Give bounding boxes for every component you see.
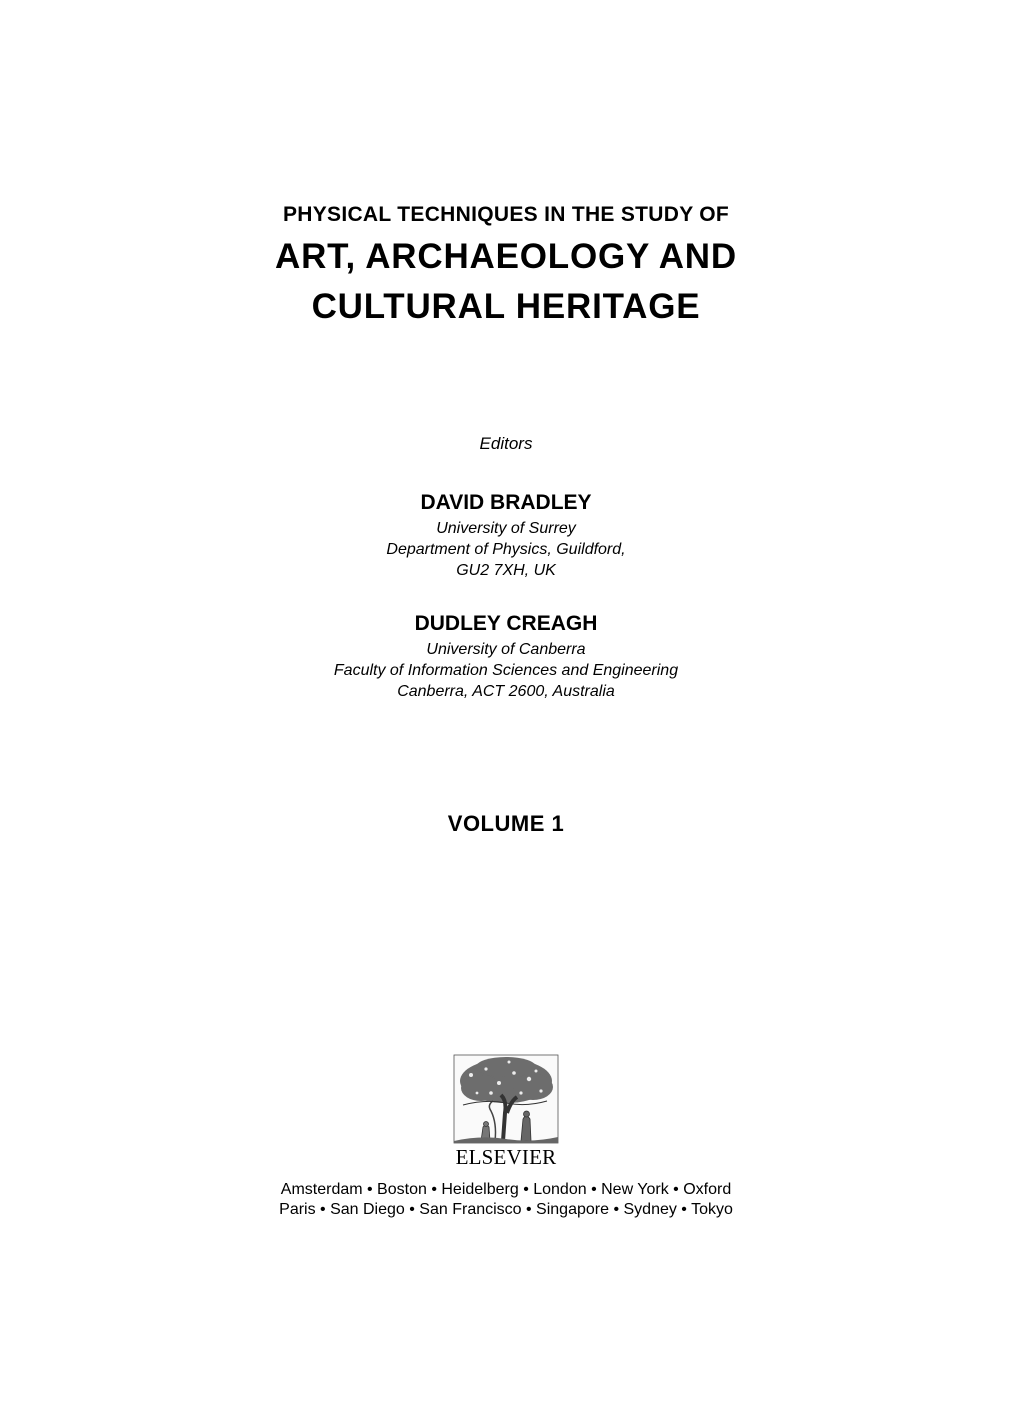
editors-label: Editors [479,434,533,453]
editor-name-1: DAVID BRADLEY [420,491,592,514]
elsevier-wordmark: ELSEVIER [455,1145,557,1169]
affiliation-line: University of Canberra [426,641,586,658]
title-pretitle: PHYSICAL TECHNIQUES IN THE STUDY OF [282,203,730,226]
affiliation-line: University of Surrey [436,520,576,537]
editor-affiliation-1 [0,518,1012,581]
affiliation-line: Faculty of Information Sciences and Engineering [333,662,679,679]
affiliation-line: Department of Physics, Guildford, [386,541,626,558]
editor-name-2: DUDLEY CREAGH [414,612,598,635]
affiliation-line: GU2 7XH, UK [456,562,556,579]
editor-affiliation-2 [0,639,1012,702]
affiliation-line: Canberra, ACT 2600, Australia [397,683,615,700]
publisher-cities-line-1: Amsterdam • Boston • Heidelberg • London • New York • Oxford [280,1181,732,1198]
title-line-1: ART, ARCHAEOLOGY AND [275,237,737,276]
publisher-cities-line-2: Paris • San Diego • San Francisco • Singapore • Sydney • Tokyo [279,1201,733,1218]
title-line-2: CULTURAL HERITAGE [311,287,701,326]
volume-label: VOLUME 1 [447,811,565,836]
